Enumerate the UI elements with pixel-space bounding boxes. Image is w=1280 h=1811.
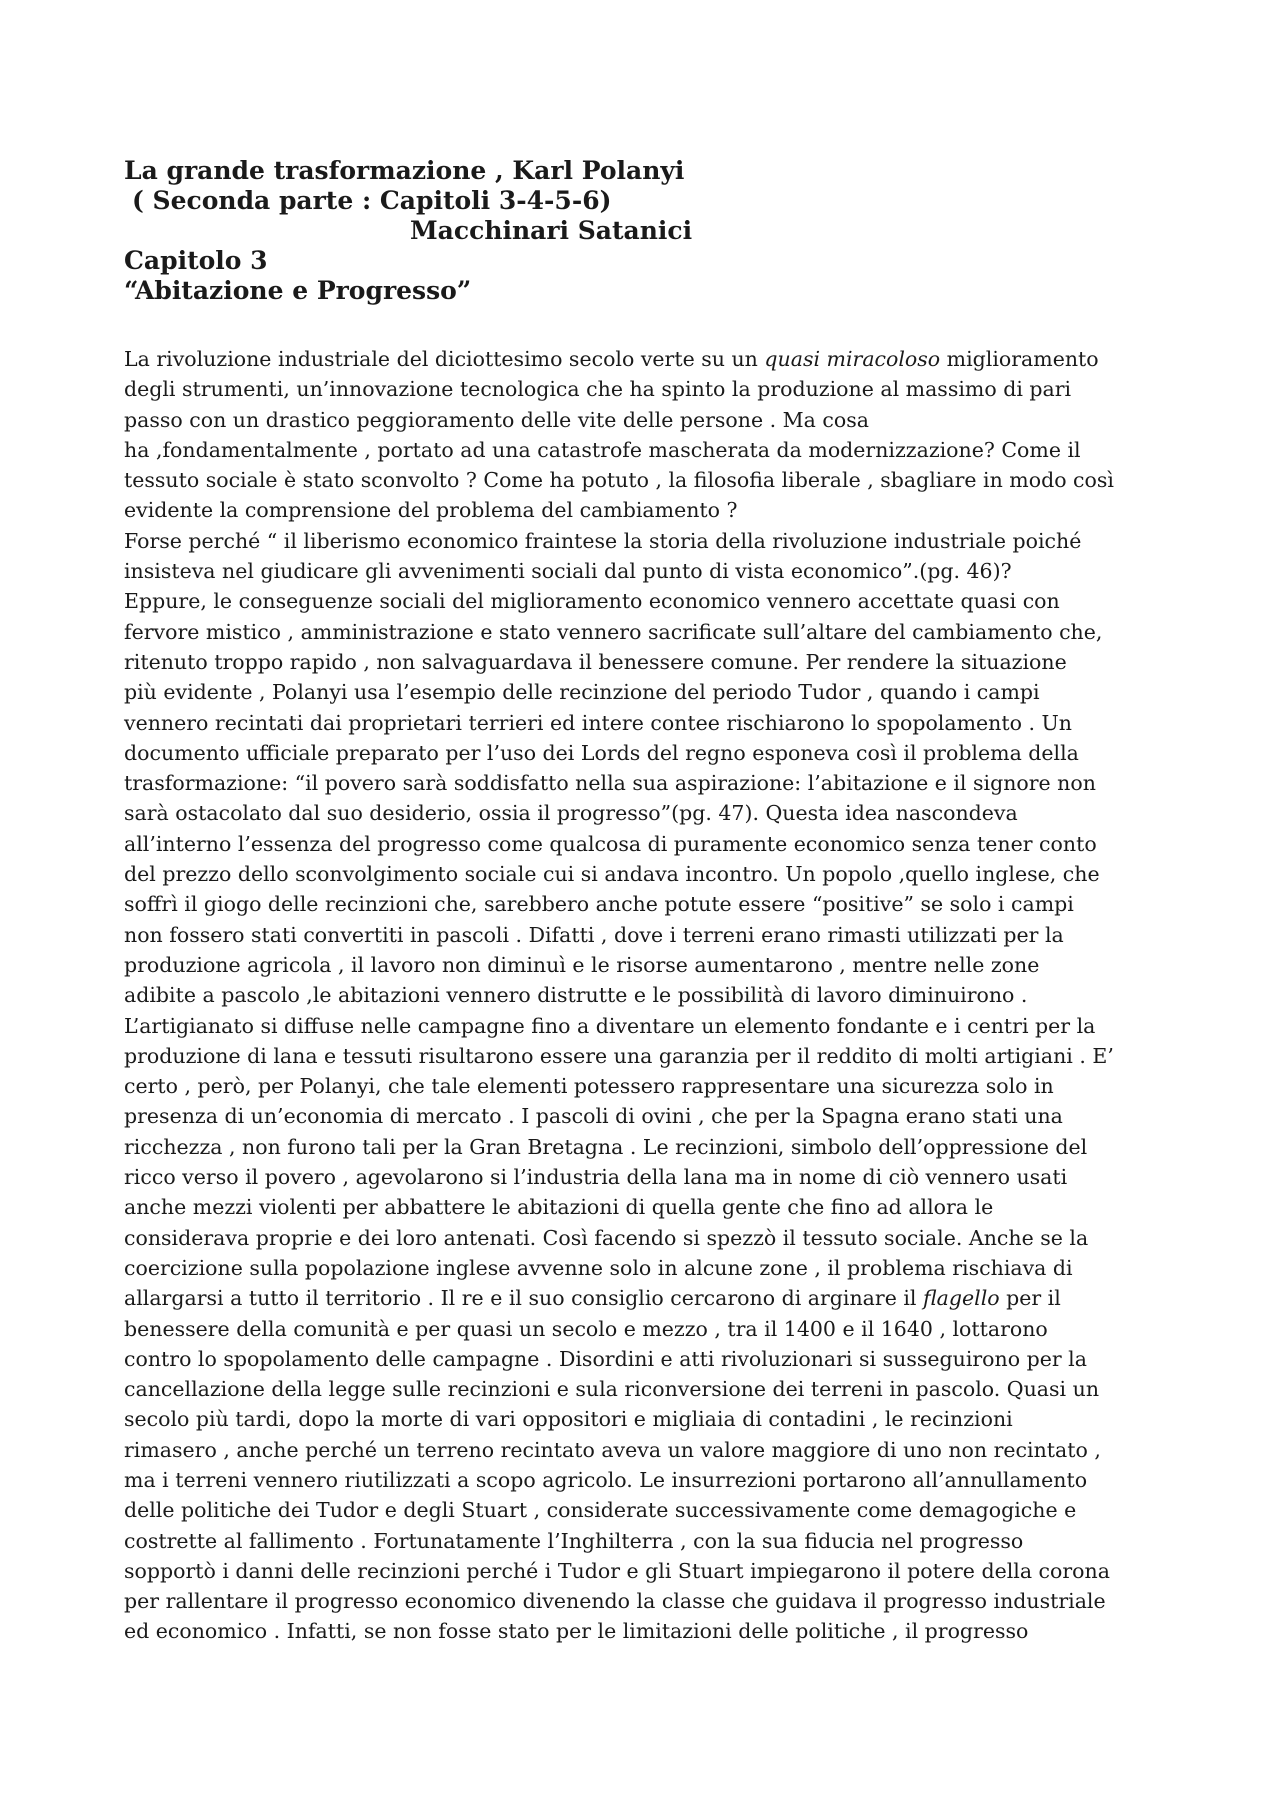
- text-run: tessuto sociale è stato sconvolto ? Come ha potuto , la filosofia liberale , sbagliare in modo così: [124, 468, 1114, 493]
- text-line: [124, 1314, 1164, 1344]
- text-run: più evidente , Polanyi usa l’esempio delle recinzione del periodo Tudor , quando i campi: [124, 680, 1040, 705]
- text-line: [124, 1404, 1164, 1434]
- text-run: evidente la comprensione del problema del cambiamento ?: [124, 498, 738, 523]
- text-run: miglioramento: [940, 347, 1099, 371]
- text-line: [124, 920, 1164, 950]
- text-run: fervore mistico , amministrazione e stato vennero sacrificate sull’altare del cambiamento che,: [124, 619, 1103, 644]
- text-run: contro lo spopolamento delle campagne . Disordini e atti rivoluzionari si susseguirono per la: [124, 1346, 1087, 1371]
- text-run: ha ,fondamentalmente , portato ad una catastrofe mascherata da modernizzazione? Come il: [124, 437, 1081, 462]
- text-line: [124, 435, 1164, 465]
- text-run: ritenuto troppo rapido , non salvaguardava il benessere comune. Per rendere la situazione: [124, 649, 1067, 674]
- text-line: [124, 1162, 1164, 1192]
- text-run: sopportò i danni delle recinzioni perché i Tudor e gli Stuart impiegarono il potere della corona: [124, 1558, 1110, 1583]
- chapter-title: “Abitazione e Progresso”: [124, 276, 472, 305]
- text-line: [124, 1041, 1164, 1071]
- section-title: Macchinari Satanici: [410, 216, 693, 245]
- text-run: adibite a pascolo ,le abitazioni vennero distrutte e le possibilità di lavoro diminuirono .: [124, 983, 1028, 1008]
- text-run: del prezzo dello sconvolgimento sociale cui si andava incontro. Un popolo ,quello inglese, che: [124, 862, 1100, 887]
- text-run: ed economico . Infatti, se non fosse stato per le limitazioni delle politiche , il progresso: [124, 1619, 1029, 1644]
- text-run: rimasero , anche perché un terreno recintato aveva un valore maggiore di uno non recintato ,: [124, 1437, 1101, 1462]
- text-run: benessere della comunità e per quasi un secolo e mezzo , tra il 1400 e il 1640 , lottarono: [124, 1316, 1048, 1341]
- italic-run: quasi miracoloso: [764, 347, 941, 371]
- text-run: passo con un drastico peggioramento delle vite delle persone . Ma cosa: [124, 407, 869, 432]
- text-run: trasformazione: “il povero sarà soddisfatto nella sua aspirazione: l’abitazione e il signore non: [124, 771, 1096, 796]
- text-run: produzione di lana e tessuti risultarono essere una garanzia per il reddito di molti artigiani . E’: [124, 1043, 1114, 1068]
- text-line: [124, 889, 1164, 919]
- text-line: [124, 768, 1164, 798]
- text-line: [124, 1101, 1164, 1131]
- text-line: [124, 495, 1164, 525]
- text-run: non fossero stati convertiti in pascoli . Difatti , dove i terreni erano rimasti utilizzati per la: [124, 922, 1064, 947]
- text-line: [124, 1526, 1164, 1556]
- text-run: secolo più tardi, dopo la morte di vari oppositori e migliaia di contadini , le recinzioni: [124, 1407, 1013, 1432]
- text-line: [124, 617, 1164, 647]
- text-line: [124, 1616, 1164, 1646]
- body-paragraph: [124, 344, 1164, 1647]
- text-line: [124, 738, 1164, 768]
- text-run: vennero recintati dai proprietari terrieri ed intere contee rischiarono lo spopolamento . Un: [124, 710, 1072, 735]
- italic-run: flagello: [922, 1286, 1000, 1311]
- text-run: anche mezzi violenti per abbattere le abitazioni di quella gente che fino ad allora le: [124, 1195, 994, 1220]
- text-line: [124, 1192, 1164, 1222]
- text-run: La rivoluzione industriale del diciottesimo secolo verte su un: [124, 347, 765, 371]
- text-line: [124, 1495, 1164, 1525]
- text-run: soffrì il giogo delle recinzioni che, sarebbero anche potute essere “positive” se solo i campi: [124, 892, 1074, 917]
- text-run: certo , però, per Polanyi, che tale elementi potessero rappresentare una sicurezza solo in: [124, 1074, 1054, 1099]
- text-line: [124, 374, 1164, 404]
- text-run: ricco verso il povero , agevolarono si l’industria della lana ma in nome di ciò vennero usati: [124, 1165, 1068, 1190]
- text-run: documento ufficiale preparato per l’uso dei Lords del regno esponeva così il problema della: [124, 740, 1079, 765]
- text-line: [124, 829, 1164, 859]
- text-run: coercizione sulla popolazione inglese avvenne solo in alcune zone , il problema rischiava di: [124, 1255, 1073, 1280]
- text-line: [124, 1283, 1164, 1313]
- text-run: considerava proprie e dei loro antenati. Così facendo si spezzò il tessuto sociale. Anche se la: [124, 1225, 1089, 1250]
- text-run: ricchezza , non furono tali per la Gran Bretagna . Le recinzioni, simbolo dell’oppressione del: [124, 1134, 1088, 1159]
- text-line: [124, 980, 1164, 1010]
- text-run: ma i terreni vennero riutilizzati a scopo agricolo. Le insurrezioni portarono all’annullamento: [124, 1467, 1088, 1492]
- text-line: [124, 586, 1164, 616]
- text-run: Forse perché “ il liberismo economico fraintese la storia della rivoluzione industriale poiché: [124, 528, 1082, 553]
- text-run: presenza di un’economia di mercato . I pascoli di ovini , che per la Spagna erano stati una: [124, 1104, 1063, 1129]
- text-line: [124, 344, 1164, 374]
- text-line: [124, 798, 1164, 828]
- document-subtitle: ( Seconda parte : Capitoli 3-4-5-6): [132, 186, 612, 215]
- text-line: [124, 1374, 1164, 1404]
- text-line: [124, 859, 1164, 889]
- text-run: Eppure, le conseguenze sociali del miglioramento economico vennero accettate quasi con: [124, 589, 1060, 614]
- text-run: sarà ostacolato dal suo desiderio, ossia il progresso”(pg. 47). Questa idea nascondeva: [124, 801, 1018, 826]
- text-line: [124, 405, 1164, 435]
- text-line: [124, 1344, 1164, 1374]
- document-page: [124, 156, 1164, 1647]
- text-run: costrette al fallimento . Fortunatamente l’Inghilterra , con la sua fiducia nel progresso: [124, 1528, 1024, 1553]
- text-run: insisteva nel giudicare gli avvenimenti sociali dal punto di vista economico”.(pg. 46)?: [124, 559, 1012, 584]
- text-run: produzione agricola , il lavoro non diminuì e le risorse aumentarono , mentre nelle zone: [124, 952, 1040, 977]
- text-run: per rallentare il progresso economico divenendo la classe che guidava il progresso industriale: [124, 1589, 1106, 1614]
- text-run: allargarsi a tutto il territorio . Il re e il suo consiglio cercarono di arginare il: [124, 1286, 923, 1311]
- text-line: [124, 1465, 1164, 1495]
- document-title: La grande trasformazione , Karl Polanyi: [124, 156, 685, 185]
- text-line: [124, 1586, 1164, 1616]
- text-line: [124, 1011, 1164, 1041]
- text-line: [124, 950, 1164, 980]
- text-line: [124, 708, 1164, 738]
- text-run: degli strumenti, un’innovazione tecnologica che ha spinto la produzione al massimo di pari: [124, 377, 1072, 402]
- text-run: cancellazione della legge sulle recinzioni e sula riconversione dei terreni in pascolo. Quasi un: [124, 1377, 1100, 1402]
- text-line: [124, 1071, 1164, 1101]
- text-line: [124, 465, 1164, 495]
- text-line: [124, 1132, 1164, 1162]
- text-line: [124, 677, 1164, 707]
- text-line: [124, 1223, 1164, 1253]
- text-run: per il: [999, 1286, 1061, 1311]
- text-line: [124, 556, 1164, 586]
- text-line: [124, 1435, 1164, 1465]
- text-line: [124, 647, 1164, 677]
- text-line: [124, 1556, 1164, 1586]
- chapter-number: Capitolo 3: [124, 246, 268, 275]
- text-run: delle politiche dei Tudor e degli Stuart , considerate successivamente come demagogiche e: [124, 1498, 1077, 1523]
- text-run: all’interno l’essenza del progresso come qualcosa di puramente economico senza tener conto: [124, 831, 1097, 856]
- text-run: L’artigianato si diffuse nelle campagne fino a diventare un elemento fondante e i centri per la: [124, 1013, 1096, 1038]
- text-line: [124, 1253, 1164, 1283]
- text-line: [124, 526, 1164, 556]
